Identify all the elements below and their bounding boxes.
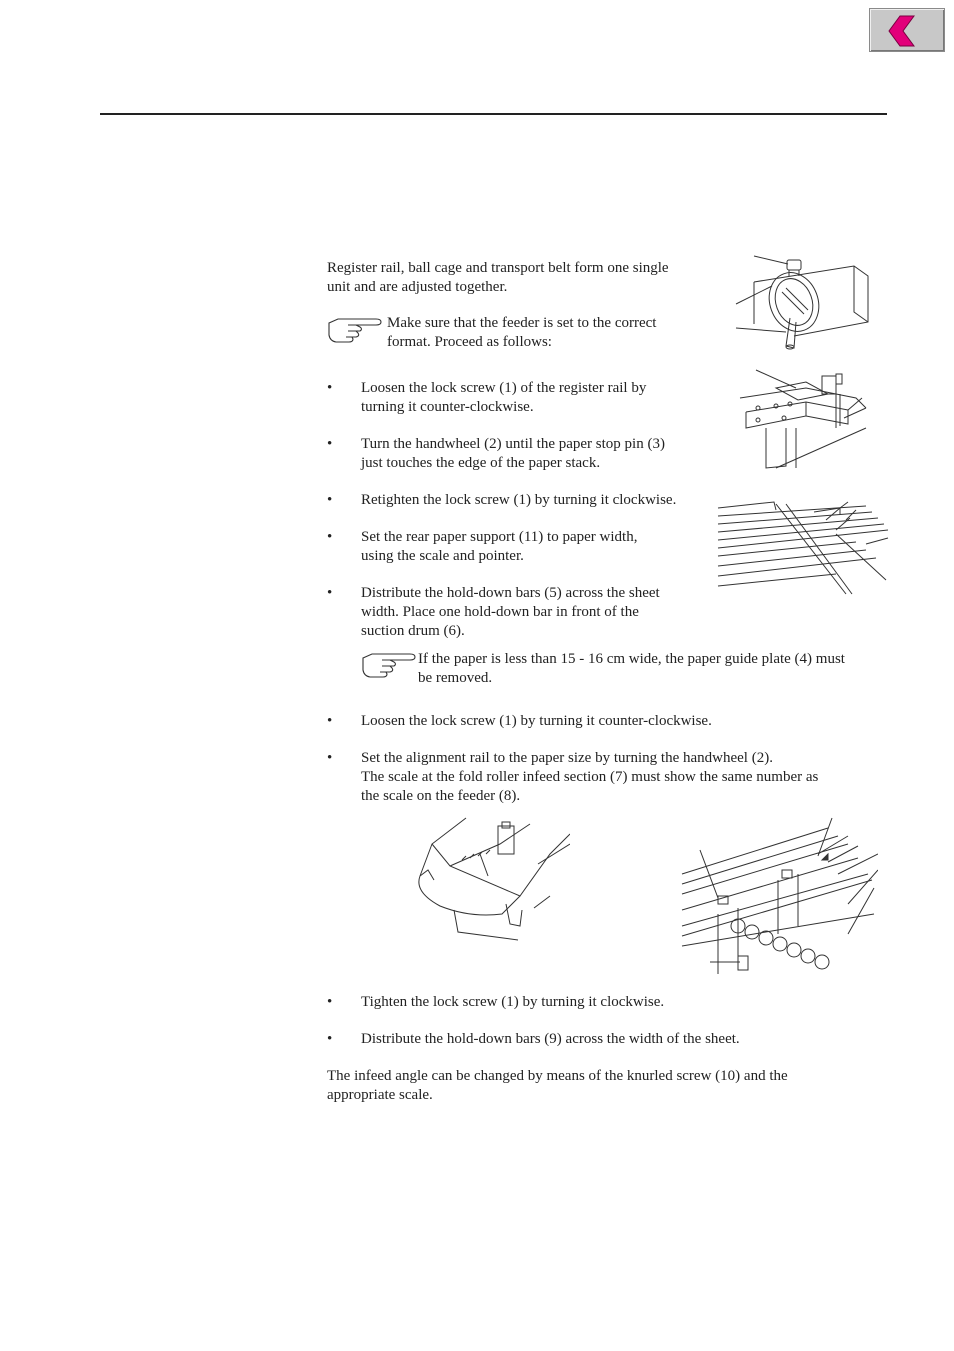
feeder-hold-down-bars-illustration [678, 814, 878, 982]
back-button[interactable] [869, 8, 945, 52]
chevron-left-icon [870, 9, 946, 53]
note-narrow-paper: If the paper is less than 15 - 16 cm wide, the paper guide plate (4) must be removed. [418, 651, 845, 686]
hold-down-bars-illustration [716, 494, 890, 604]
pointing-hand-icon [360, 648, 416, 678]
header-rule [100, 113, 887, 115]
pointing-hand-icon [326, 313, 382, 343]
fold-roller-scale-illustration [410, 814, 570, 944]
closing-paragraph: The infeed angle can be changed by means of the knurled screw (10) and the appropriate scale. [327, 1068, 788, 1103]
note-format-check: Make sure that the feeder is set to the correct format. Proceed as follows: [387, 315, 657, 350]
handwheel-illustration [734, 252, 874, 352]
intro-paragraph: Register rail, ball cage and transport belt form one single unit and are adjusted together. [327, 260, 669, 295]
paper-stop-pin-illustration [736, 368, 876, 478]
